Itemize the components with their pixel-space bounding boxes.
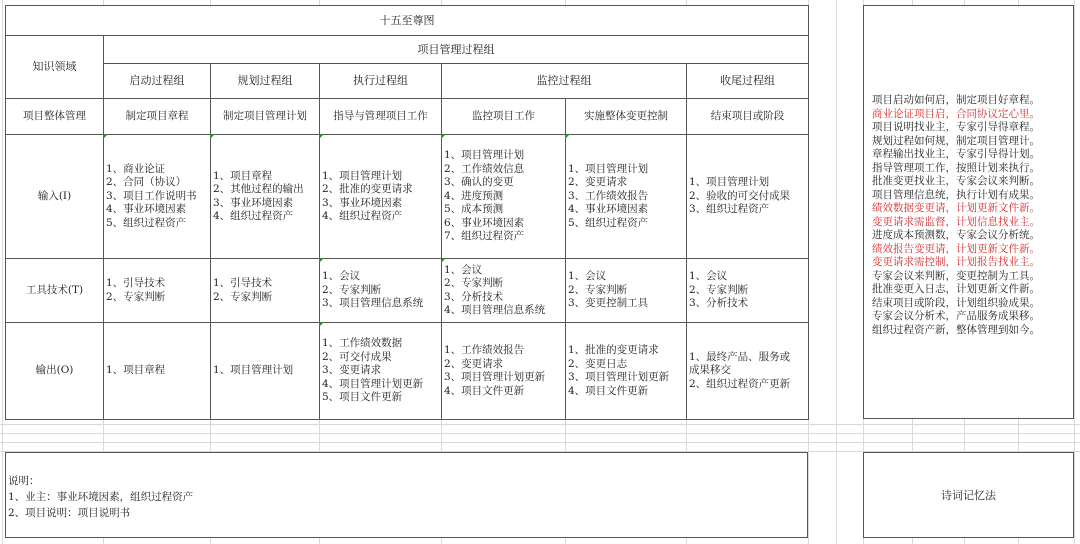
poem-line: 专家会议分析术，产品服务成果移。 — [872, 310, 1040, 322]
list-item: 4、项目管理信息系统 — [444, 304, 546, 316]
list-item: 2、专家判断 — [689, 283, 749, 296]
poem-line: 批准变更入日志，计划更新文件新。 — [872, 283, 1040, 295]
list-item: 2、变更请求 — [568, 176, 628, 189]
list-item: 5、成本预测 — [444, 203, 504, 216]
inputs-label[interactable]: 输入(I) — [6, 135, 104, 259]
process-develop-plan[interactable]: 制定项目管理计划 — [211, 99, 320, 135]
list-item: 4、事业环境因素 — [106, 203, 187, 216]
list-item: 4、项目管理计划更新 — [322, 377, 424, 390]
list-item: 2、批准的变更请求 — [322, 183, 413, 195]
list-item: 4、事业环境因素 — [568, 203, 649, 216]
process-integrated-change[interactable]: 实施整体变更控制 — [566, 99, 687, 135]
list-item: 3、确认的变更 — [444, 176, 514, 189]
list-item: 2、专家判断 — [568, 283, 628, 296]
poem-line: 指导管理项工作，按照计划来执行。 — [872, 161, 1040, 174]
list-item: 1、引导技术 — [106, 277, 166, 289]
list-item: 2、变更请求 — [444, 357, 504, 370]
list-item: 2、组织过程资产更新 — [689, 377, 791, 390]
list-item: 5、组织过程资产 — [106, 216, 187, 229]
list-item: 1、项目管理计划 — [322, 169, 403, 182]
process-close-project[interactable]: 结束项目或阶段 — [687, 99, 809, 135]
list-item: 1、项目章程 — [213, 169, 273, 182]
list-item: 1、项目管理计划 — [213, 364, 294, 377]
poem-line: 结束项目或阶段，计划组织验成果。 — [872, 296, 1040, 309]
inputs-cell[interactable] — [320, 135, 442, 259]
knowledge-area-header[interactable]: 知识领域 — [6, 36, 104, 99]
group-closing[interactable]: 收尾过程组 — [687, 64, 809, 99]
list-item: 2、专家判断 — [322, 283, 382, 296]
poem-line: 商业论证项目启，合同协议定心里。 — [872, 107, 1040, 120]
list-item: 2、专家判断 — [213, 290, 273, 303]
process-monitor-control[interactable]: 监控项目工作 — [442, 99, 566, 135]
list-item: 3、变更请求 — [322, 364, 382, 377]
list-item: 3、事业环境因素 — [322, 196, 403, 209]
list-item: 2、可交付成果 — [322, 350, 392, 363]
outputs-cell[interactable] — [687, 323, 809, 420]
list-item: 2、工作绩效信息 — [444, 162, 525, 175]
list-item: 3、项目工作说明书 — [106, 189, 197, 202]
list-item: 2、变更日志 — [568, 357, 628, 370]
outputs-cell[interactable] — [566, 323, 687, 420]
poem-line: 项目管理信息统，执行计划有成果。 — [872, 188, 1040, 201]
list-item: 1、会议 — [444, 263, 483, 276]
list-item: 4、进度预测 — [444, 189, 504, 202]
list-item: 3、分析技术 — [689, 297, 749, 310]
table-title[interactable]: 十五至尊图 — [6, 6, 809, 36]
poem-line: 项目说明找业主，专家引导得章程。 — [872, 121, 1040, 133]
poem-label[interactable]: 诗词记忆法 — [863, 452, 1074, 538]
list-item: 4、组织过程资产 — [213, 210, 294, 222]
mnemonic-poem[interactable] — [863, 5, 1074, 419]
outputs-cell[interactable] — [442, 323, 566, 420]
list-item: 2、合同（协议） — [106, 176, 187, 189]
inputs-cell[interactable] — [442, 135, 566, 259]
outputs-label[interactable]: 输出(O) — [6, 323, 104, 420]
poem-line: 章程输出找业主，专家引导得计划。 — [872, 148, 1040, 160]
outputs-cell[interactable] — [104, 323, 211, 420]
list-item: 4、组织过程资产 — [322, 210, 403, 222]
list-item: 1、项目管理计划 — [568, 162, 649, 175]
list-item: 1、商业论证 — [106, 162, 166, 175]
tools-cell[interactable] — [320, 259, 442, 323]
list-item: 3、分析技术 — [444, 290, 504, 303]
list-item: 1、最终产品、服务或 — [689, 350, 791, 363]
notes-item: 2、项目说明：项目说明书 — [8, 507, 131, 519]
process-direct-manage[interactable]: 指导与管理项目工作 — [320, 99, 442, 135]
list-item: 1、项目管理计划 — [444, 149, 525, 162]
list-item: 1、工作绩效报告 — [444, 344, 525, 356]
process-table — [5, 5, 809, 420]
poem-line: 组织过程资产新，整体管理到如今。 — [872, 323, 1040, 336]
list-item: 2、专家判断 — [444, 277, 504, 289]
list-item: 3、工作绩效报告 — [568, 189, 649, 202]
notes-title: 说明： — [8, 475, 40, 487]
inputs-cell[interactable] — [211, 135, 320, 259]
list-item: 7、组织过程资产 — [444, 230, 525, 243]
poem-line: 绩效报告变更请，计划更新文件新。 — [872, 242, 1040, 255]
poem-line: 规划过程如何规，制定项目管理计。 — [872, 134, 1040, 147]
poem-line: 变更请求需控制，计划报告找业主。 — [872, 256, 1040, 268]
list-item: 1、会议 — [322, 270, 361, 283]
tools-cell[interactable] — [566, 259, 687, 323]
group-initiating[interactable]: 启动过程组 — [104, 64, 211, 99]
list-item: 4、项目文件更新 — [444, 384, 525, 397]
list-item: 3、项目管理计划更新 — [444, 371, 546, 383]
integration-label[interactable]: 项目整体管理 — [6, 99, 104, 135]
outputs-cell[interactable] — [211, 323, 320, 420]
inputs-cell[interactable] — [687, 135, 809, 259]
list-item: 5、组织过程资产 — [568, 216, 649, 229]
list-item: 1、项目章程 — [106, 364, 166, 377]
poem-line: 批准变更找业主，专家会议来判断。 — [872, 175, 1040, 187]
tools-cell[interactable] — [442, 259, 566, 323]
list-item: 3、项目管理计划更新 — [568, 371, 670, 383]
poem-line: 专家会议来判断，变更控制为工具。 — [872, 269, 1040, 282]
list-item: 1、会议 — [568, 270, 607, 283]
list-item: 2、专家判断 — [106, 290, 166, 303]
list-item: 6、事业环境因素 — [444, 216, 525, 229]
poem-line: 进度成本预测数，专家会议分析统。 — [872, 229, 1040, 241]
process-develop-charter[interactable]: 制定项目章程 — [104, 99, 211, 135]
list-item: 3、事业环境因素 — [213, 196, 294, 209]
tools-cell[interactable] — [211, 259, 320, 323]
tools-label[interactable]: 工具技术(T) — [6, 259, 104, 323]
group-monitoring[interactable]: 监控过程组 — [442, 64, 687, 99]
list-item: 1、引导技术 — [213, 277, 273, 289]
poem-line: 变更请求需监督，计划信息找业主。 — [872, 215, 1040, 228]
tools-cell[interactable] — [104, 259, 211, 323]
list-item: 3、组织过程资产 — [689, 203, 770, 216]
list-item: 3、项目管理信息系统 — [322, 297, 424, 310]
poem-line: 绩效数据变更请，计划更新文件新。 — [872, 202, 1040, 214]
list-item: 5、项目文件更新 — [322, 391, 403, 404]
list-item: 2、验收的可交付成果 — [689, 189, 791, 202]
list-item: 1、批准的变更请求 — [568, 344, 659, 356]
list-item: 4、项目文件更新 — [568, 384, 649, 397]
list-item: 1、项目管理计划 — [689, 176, 770, 189]
poem-line: 项目启动如何启，制定项目好章程。 — [872, 94, 1040, 106]
tools-cell[interactable] — [687, 259, 809, 323]
notes-item: 1、业主：事业环境因素，组织过程资产 — [8, 491, 194, 503]
list-item: 1、工作绩效数据 — [322, 337, 403, 350]
group-executing[interactable]: 执行过程组 — [320, 64, 442, 99]
list-item: 3、变更控制工具 — [568, 297, 649, 310]
inputs-cell[interactable] — [566, 135, 687, 259]
list-item: 1、会议 — [689, 270, 728, 283]
group-planning[interactable]: 规划过程组 — [211, 64, 320, 99]
inputs-cell[interactable] — [104, 135, 211, 259]
outputs-cell[interactable] — [320, 323, 442, 420]
list-item: 成果移交 — [689, 364, 731, 377]
list-item: 2、其他过程的输出 — [213, 183, 304, 195]
process-groups-header[interactable]: 项目管理过程组 — [104, 36, 809, 64]
notes-box[interactable] — [5, 452, 808, 538]
